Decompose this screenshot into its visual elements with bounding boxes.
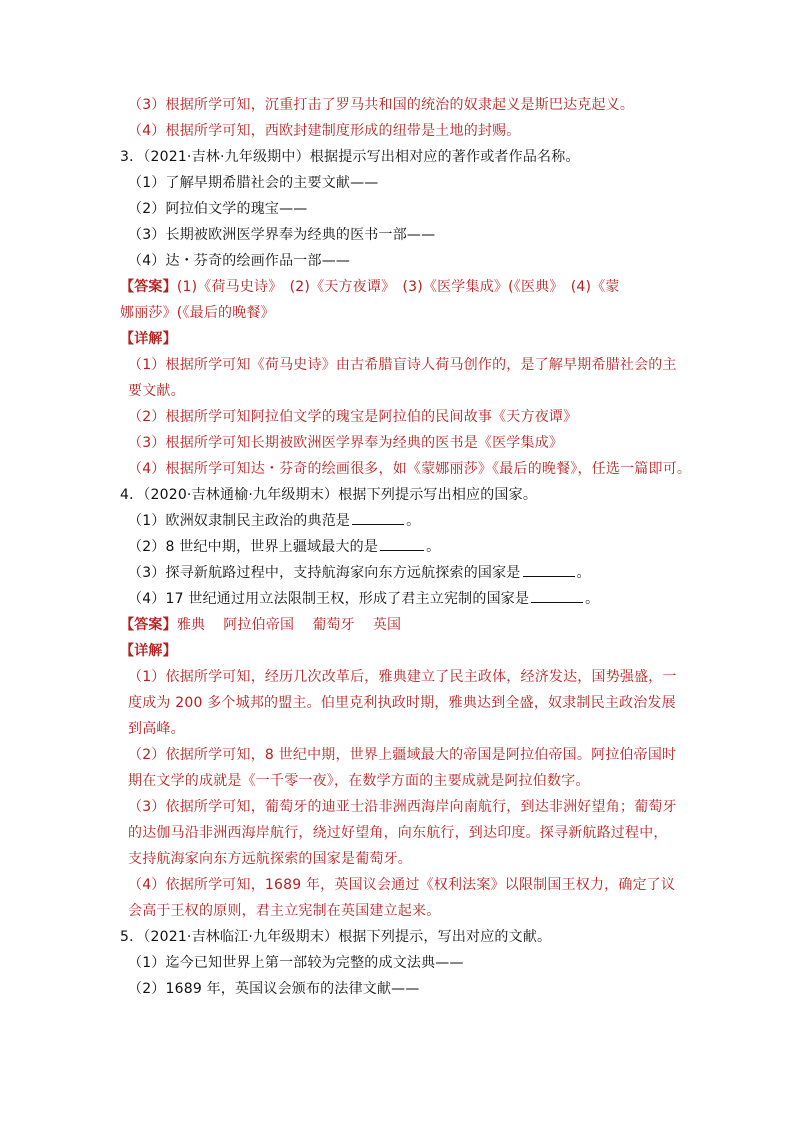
q3-prompt-1: （1）了解早期希腊社会的主要文献—— — [128, 175, 379, 191]
q3-detail-4: （4）根据所学可知达・芬奇的绘画很多，如《蒙娜丽莎》《最后的晚餐》，任选一篇即可。 — [128, 461, 692, 477]
q4-prompt-3-text: （3）探寻新航路过程中，支持航海家向东方远航探索的国家是 — [128, 565, 521, 581]
q3-detail-label: 【详解】 — [120, 331, 177, 347]
q4-prompt-4-end: 。 — [585, 591, 600, 607]
q2-item-4: （4）根据所学可知，西欧封建制度形成的纽带是土地的封赐。 — [128, 123, 521, 139]
q4-answer-4: 英国 — [372, 617, 402, 633]
q4-answer-3: 葡萄牙 — [312, 617, 355, 633]
q3-answer-text-1: (1)《荷马史诗》 (2)《天方夜谭》 (3)《医学集成》(《医典》 (4)《蒙 — [176, 279, 620, 295]
q3-prompt-4: （4）达・芬奇的绘画作品一部—— — [128, 253, 351, 269]
q4-prompt-2 — [120, 534, 680, 560]
document-content — [120, 92, 692, 1002]
q4-detail-label: 【详解】 — [120, 643, 177, 659]
q2-item-3: （3）根据所学可知，沉重打击了罗马共和国的统治的奴隶起义是斯巴达克起义。 — [128, 97, 635, 113]
q4-prompt-3 — [120, 560, 680, 586]
q4-prompt-3-end: 。 — [576, 565, 591, 581]
q4-detail-3: （3）依据所学可知，葡萄牙的迪亚士沿非洲西海岸向南航行，到达非洲好望角；葡萄牙的达伽马沿非洲西海岸航行，绕过好望角，向东航行，到达印度。探寻新航路过程中，支持航海家向东方远航探索的国家是葡萄牙。 — [128, 799, 677, 867]
q5-prompt-1: （1）迄今已知世界上第一部较为完整的成文法典—— — [128, 955, 464, 971]
q3-prompt-3: （3）长期被欧洲医学界奉为经典的医书一部—— — [128, 227, 436, 243]
q4-blank-4 — [531, 590, 583, 603]
q4-blank-1 — [352, 512, 404, 525]
q3-answer-line-1 — [120, 274, 680, 300]
q4-prompt-1-text: （1）欧洲奴隶制民主政治的典范是 — [128, 513, 351, 529]
q4-detail-4: （4）依据所学可知，1689 年，英国议会通过《权利法案》以限制国王权力，确定了议会高于王权的原则，君主立宪制在英国建立起来。 — [128, 877, 676, 919]
q4-answer-label: 【答案】 — [120, 617, 177, 633]
q3-prompt-2: （2）阿拉伯文学的瑰宝—— — [128, 201, 308, 217]
q4-answer-line — [120, 612, 680, 638]
q3-detail-2: （2）根据所学可知阿拉伯文学的瑰宝是阿拉伯的民间故事《天方夜谭》 — [128, 409, 578, 425]
q4-detail-1: （1）依据所学可知，经历几次改革后，雅典建立了民主政体，经济发达，国势强盛，一度成为 200 多个城邦的盟主。伯里克利执政时期，雅典达到全盛，奴隶制民主政治发展到高峰。 — [128, 669, 677, 737]
q3-answer-line-2: 娜丽莎》(《最后的晚餐》 — [120, 305, 275, 321]
q5-prompt-2: （2）1689 年，英国议会颁布的法律文献—— — [128, 981, 420, 997]
q3-stem: 3．（2021·吉林·九年级期中）根据提示写出相对应的著作或者作品名称。 — [120, 149, 580, 165]
q4-prompt-4 — [120, 586, 680, 612]
q4-stem: 4．（2020·吉林通榆·九年级期末）根据下列提示写出相应的国家。 — [120, 487, 538, 503]
q4-answer-1: 雅典 — [176, 617, 206, 633]
q3-answer-label: 【答案】 — [120, 279, 177, 295]
q3-detail-1: （1）根据所学可知《荷马史诗》由古希腊盲诗人荷马创作的，是了解早期希腊社会的主要文献。 — [128, 357, 677, 399]
q3-detail-3: （3）根据所学可知长期被欧洲医学界奉为经典的医书是《医学集成》 — [128, 435, 564, 451]
q4-detail-2: （2）依据所学可知，8 世纪中期，世界上疆域最大的帝国是阿拉伯帝国。阿拉伯帝国时期在文学的成就是《一千零一夜》，在数学方面的主要成就是阿拉伯数字。 — [128, 747, 677, 789]
q4-prompt-1 — [120, 508, 680, 534]
q4-blank-3 — [523, 564, 575, 577]
q4-prompt-2-text: （2）8 世纪中期，世界上疆域最大的是 — [128, 539, 379, 555]
q4-prompt-4-text: （4）17 世纪通过用立法限制王权，形成了君主立宪制的国家是 — [128, 591, 530, 607]
q4-answer-2: 阿拉伯帝国 — [223, 617, 295, 633]
q4-blank-2 — [380, 538, 424, 551]
q5-stem: 5．（2021·吉林临江·九年级期末）根据下列提示，写出对应的文献。 — [120, 929, 552, 945]
q4-prompt-2-end: 。 — [426, 539, 441, 555]
q4-prompt-1-end: 。 — [406, 513, 421, 529]
